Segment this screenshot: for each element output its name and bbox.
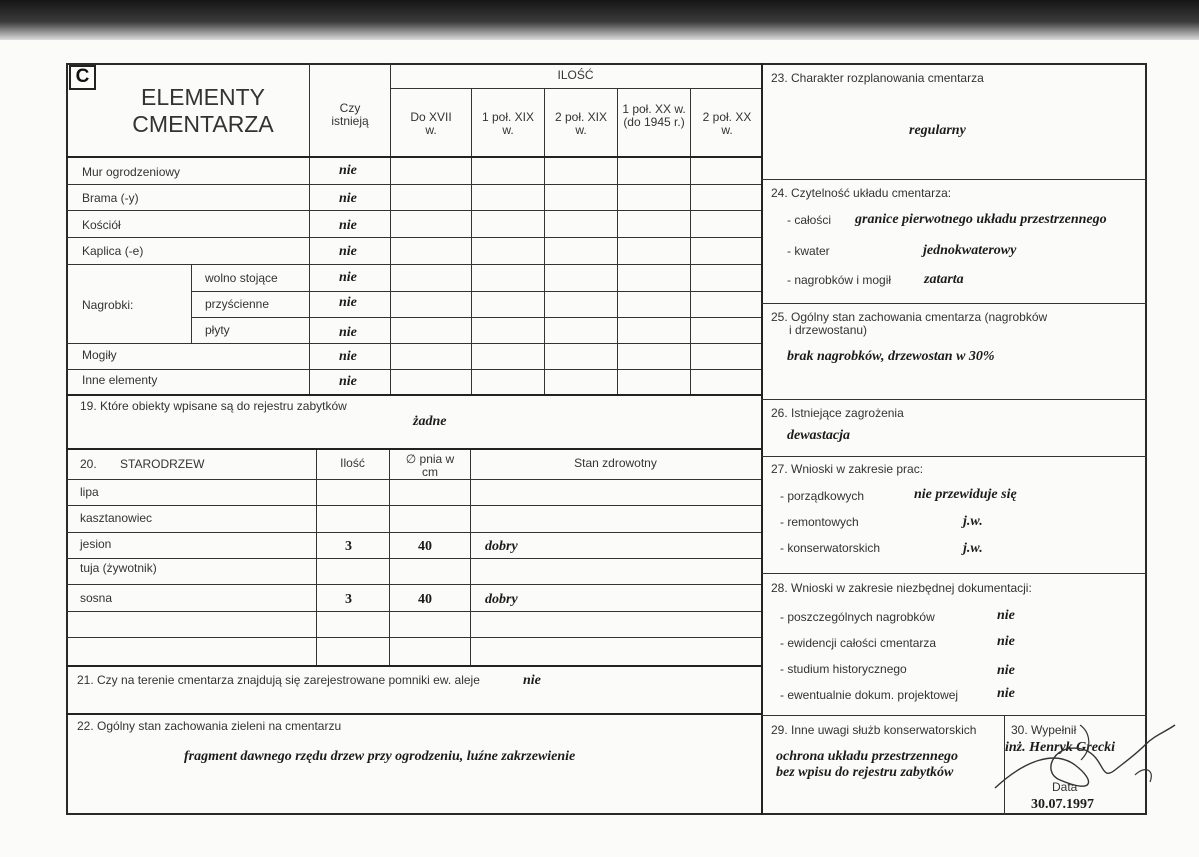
row-value-mounds: nie	[339, 349, 357, 364]
exists-header: Czy istnieją	[331, 101, 369, 129]
row-label-freestanding: wolno stojące	[205, 271, 278, 285]
row-value-freestanding: nie	[339, 270, 357, 285]
s25-label-line1: 25. Ogólny stan zachowania cmentarza (nagrobków	[771, 310, 1048, 324]
s27-item1-label: - porządkowych	[780, 489, 865, 503]
row-value-church: nie	[339, 218, 357, 233]
s28-item2-value: nie	[997, 634, 1015, 649]
s21-label: 21. Czy na terenie cmentarza znajdują się zarejestrowane pomniki ew. aleje	[77, 673, 480, 687]
quantity-col-4: 1 poł. XX w. (do 1945 r.)	[622, 102, 686, 130]
scan-shadow	[0, 0, 1199, 40]
tree-name-sosna: sosna	[80, 591, 113, 605]
tree-health-jesion: dobry	[485, 539, 518, 554]
s30-name: inż. Henryk Grecki	[1005, 740, 1116, 755]
tree-diam-jesion: 40	[418, 539, 432, 554]
s27-item2-value: j.w.	[963, 514, 983, 529]
s29-label: 29. Inne uwagi służb konserwatorskich	[771, 723, 977, 737]
row-label-chapel: Kaplica (-e)	[82, 244, 144, 258]
s27-item1-value: nie przewiduje się	[914, 487, 1017, 502]
quantity-header: ILOŚĆ	[557, 68, 594, 82]
s20-number: 20.	[80, 457, 97, 471]
s26-value: dewastacja	[787, 428, 850, 443]
tree-qty-sosna: 3	[345, 592, 352, 607]
form-sheet	[0, 40, 1199, 857]
s30-date-label: Data	[1052, 780, 1078, 794]
row-value-chapel: nie	[339, 244, 357, 259]
tree-name-lipa: lipa	[80, 485, 99, 499]
s23-value: regularny	[909, 123, 966, 138]
s27-item3-value: j.w.	[963, 541, 983, 556]
quantity-col-2: 1 poł. XIX w.	[481, 110, 535, 138]
row-value-gate: nie	[339, 191, 357, 206]
row-value-other: nie	[339, 374, 357, 389]
s24-item2-label: - kwater	[787, 244, 830, 258]
row-label-church: Kościół	[82, 218, 121, 232]
s28-item2-label: - ewidencji całości cmentarza	[780, 636, 937, 650]
row-label-other: Inne elementy	[82, 373, 158, 387]
s28-item3-label: - studium historycznego	[780, 662, 907, 676]
s28-item1-value: nie	[997, 608, 1015, 623]
s27-label: 27. Wnioski w zakresie prac:	[771, 462, 924, 476]
s20-title: STARODRZEW	[120, 457, 205, 471]
s28-item3-value: nie	[997, 663, 1015, 678]
row-label-gate: Brama (-y)	[82, 191, 139, 205]
tree-health-sosna: dobry	[485, 592, 518, 607]
s24-item2-value: jednokwaterowy	[923, 243, 1017, 258]
s20-col-qty: Ilość	[340, 456, 365, 470]
quantity-col-3: 2 poł. XIX w.	[554, 110, 608, 138]
s28-item4-label: - ewentualnie dokum. projektowej	[780, 688, 959, 702]
row-label-mounds: Mogiły	[82, 348, 117, 362]
s25-label-line2: i drzewostanu)	[789, 323, 868, 337]
section-letter: C	[75, 66, 90, 87]
s29-value-line1: ochrona układu przestrzennego	[776, 749, 959, 764]
s28-item4-value: nie	[997, 686, 1015, 701]
s19-value: żadne	[413, 414, 447, 429]
s26-label: 26. Istniejące zagrożenia	[771, 406, 904, 420]
s20-col-health: Stan zdrowotny	[574, 456, 657, 470]
s24-item3-label: - nagrobków i mogił	[787, 273, 892, 287]
s25-value: brak nagrobków, drzewostan w 30%	[787, 349, 995, 364]
s22-value: fragment dawnego rzędu drzew przy ogrodzeniu, luźne zakrzewienie	[184, 749, 576, 764]
tree-name-jesion: jesion	[80, 537, 112, 551]
row-label-wall-mounted: przyścienne	[205, 297, 270, 311]
s24-item1-label: - całości	[787, 213, 832, 227]
row-value-slabs: nie	[339, 325, 357, 340]
row-value-wall: nie	[339, 163, 357, 178]
s24-item1-value: granice pierwotnego układu przestrzennego	[855, 212, 1107, 227]
s27-item2-label: - remontowych	[780, 515, 859, 529]
quantity-col-1: Do XVII w.	[410, 110, 452, 138]
row-label-wall: Mur ogrodzeniowy	[82, 165, 181, 179]
tree-qty-jesion: 3	[345, 539, 352, 554]
s23-label: 23. Charakter rozplanowania cmentarza	[771, 71, 984, 85]
form-frame	[66, 63, 1147, 815]
elements-title-line1: ELEMENTY	[141, 84, 265, 110]
s27-item3-label: - konserwatorskich	[780, 541, 881, 555]
signature	[985, 720, 1185, 800]
tree-name-kasztanowiec: kasztanowiec	[80, 511, 153, 525]
row-label-slabs: płyty	[205, 323, 230, 337]
quantity-col-5: 2 poł. XX w.	[702, 110, 752, 138]
tree-diam-sosna: 40	[418, 592, 432, 607]
s20-col-diam: ∅ pnia w cm	[405, 452, 455, 480]
s28-label: 28. Wnioski w zakresie niezbędnej dokumentacji:	[771, 581, 1032, 595]
s24-label: 24. Czytelność układu cmentarza:	[771, 186, 952, 200]
s28-item1-label: - poszczególnych nagrobków	[780, 610, 935, 624]
s30-label: 30. Wypełnił	[1011, 723, 1077, 737]
s30-date: 30.07.1997	[1031, 797, 1094, 812]
s22-label: 22. Ogólny stan zachowania zieleni na cmentarzu	[77, 719, 342, 733]
row-label-graves: Nagrobki:	[82, 298, 134, 312]
s29-value-line2: bez wpisu do rejestru zabytków	[776, 765, 954, 780]
s19-label: 19. Które obiekty wpisane są do rejestru zabytków	[80, 399, 347, 413]
s21-value: nie	[523, 673, 541, 688]
row-value-wall-mounted: nie	[339, 295, 357, 310]
elements-title-line2: CMENTARZA	[132, 111, 274, 137]
tree-name-tuja: tuja (żywotnik)	[80, 561, 157, 575]
s24-item3-value: zatarta	[924, 272, 964, 287]
